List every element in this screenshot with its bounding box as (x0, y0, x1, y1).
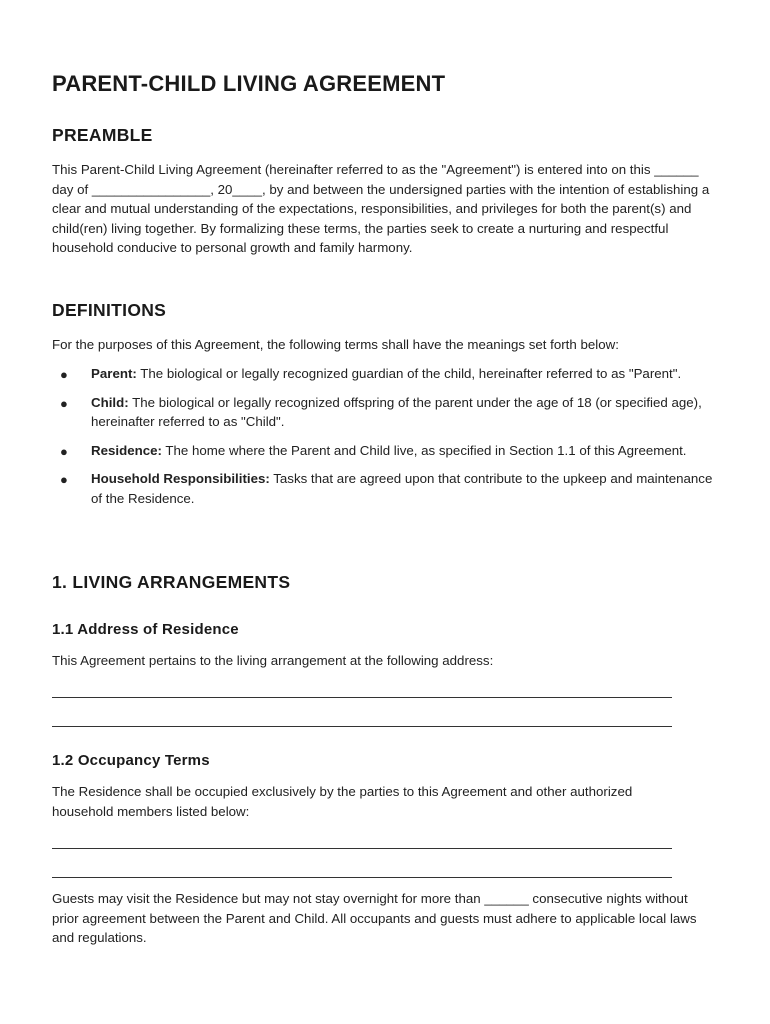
bullet-icon: ● (60, 395, 68, 411)
occupancy-text: The Residence shall be occupied exclusively by the parties to this Agreement and other authorized household members listed below: (52, 784, 633, 819)
definition-term: Residence: (91, 442, 162, 458)
definition-item-residence (52, 441, 722, 461)
definition-item-parent (52, 364, 722, 384)
preamble-text: This Parent-Child Living Agreement (hereinafter referred to as the "Agreement") is entered into on this ______ day of ________________, 20____, by and between the undersigned parties with the intention of establishing a clear and mutual understanding of the expectations, responsibilities, and privileges for both the parent(s) and child(ren) living together. By formalizing these terms, the parties seek to create a nurturing and respectful household conducive to personal growth and family harmony. (52, 162, 710, 256)
address-heading: 1.1 Address of Residence (52, 621, 239, 638)
definitions-heading: DEFINITIONS (52, 300, 167, 320)
document-title: PARENT-CHILD LIVING AGREEMENT (52, 71, 446, 96)
definition-item-household-responsibilities (52, 469, 722, 508)
occupants-blank-line-2[interactable] (52, 877, 672, 878)
occupants-blank-line-1[interactable] (52, 848, 672, 849)
address-text: This Agreement pertains to the living arrangement at the following address: (52, 653, 494, 668)
definition-text: Tasks that are agreed upon that contribute to the upkeep and maintenance of the Residence. (91, 471, 713, 506)
address-blank-line-2[interactable] (52, 726, 672, 727)
occupancy-heading: 1.2 Occupancy Terms (52, 752, 210, 769)
living-arrangements-heading: 1. LIVING ARRANGEMENTS (52, 572, 291, 592)
definitions-intro: For the purposes of this Agreement, the following terms shall have the meanings set forth below: (52, 337, 619, 352)
bullet-icon: ● (60, 367, 68, 382)
definition-item-child (52, 393, 722, 432)
address-blank-line-1[interactable] (52, 697, 672, 698)
definition-text: The biological or legally recognized offspring of the parent under the age of 18 (or specified age), hereinafter referred to as "Child". (91, 394, 702, 430)
guests-text: Guests may visit the Residence but may not stay overnight for more than ______ consecutive nights without prior agreement between the Parent and Child. All occupants and guests must adhere to applicable local laws and regulations. (52, 891, 697, 946)
preamble-heading: PREAMBLE (52, 125, 153, 145)
definition-term: Child: (91, 394, 129, 410)
definition-term: Parent: (91, 366, 137, 381)
bullet-icon: ● (60, 472, 68, 488)
definition-term: Household Responsibilities: (91, 471, 270, 487)
definition-text: The biological or legally recognized guardian of the child, hereinafter referred to as "Parent". (136, 366, 682, 381)
bullet-icon: ● (60, 443, 68, 459)
definitions-list (52, 364, 722, 518)
definition-text: The home where the Parent and Child live, as specified in Section 1.1 of this Agreement. (161, 442, 687, 458)
